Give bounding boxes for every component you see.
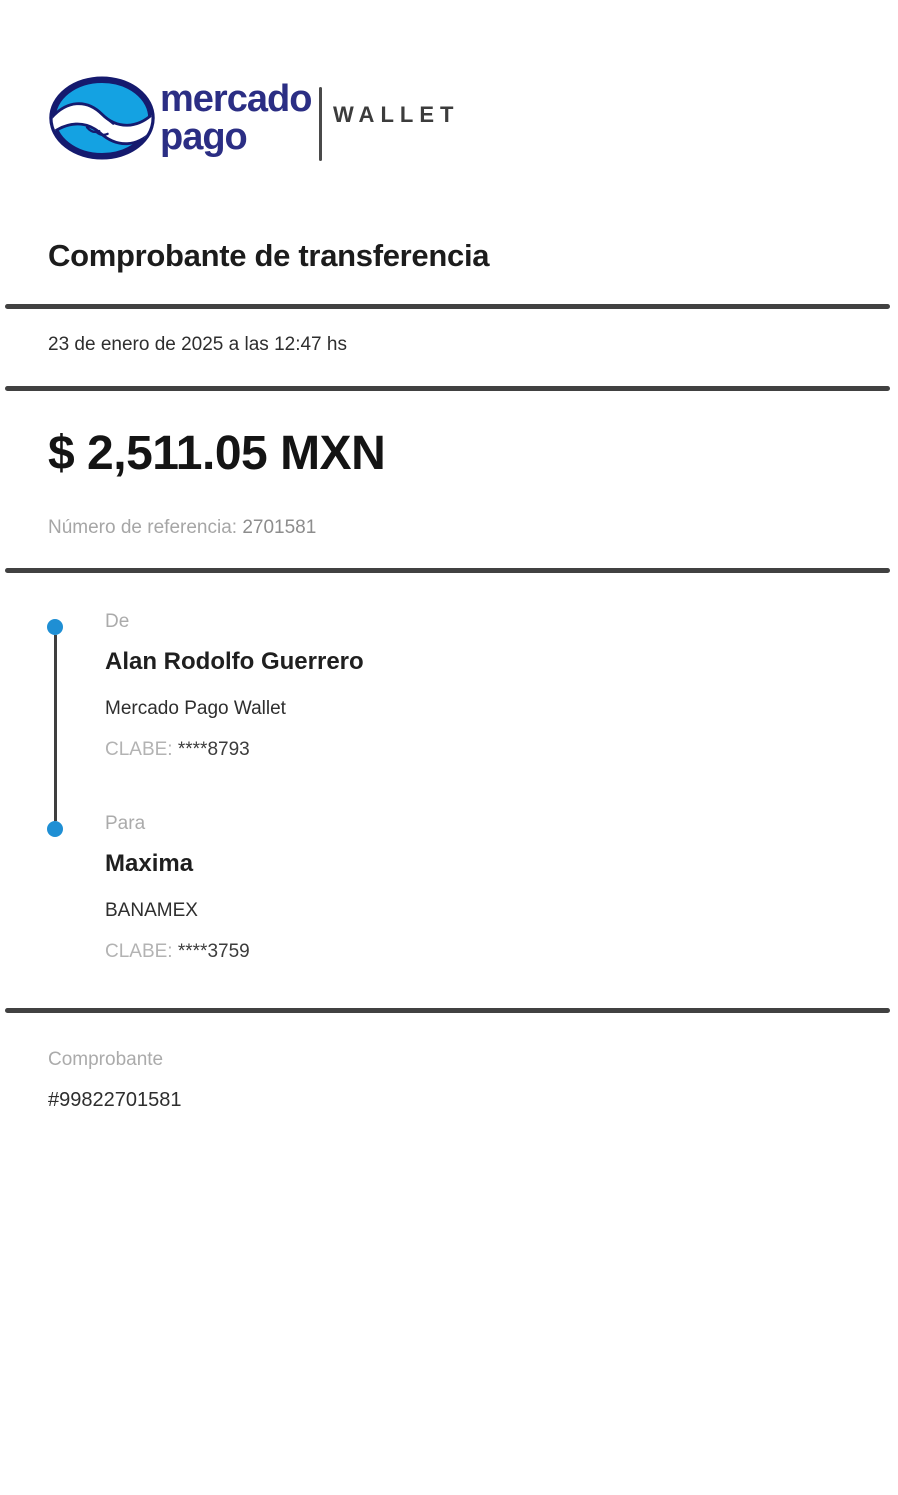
from-clabe: [105, 739, 250, 761]
from-label: De: [105, 611, 130, 632]
to-institution: BANAMEX: [105, 900, 198, 921]
clabe-value: ****3759: [177, 941, 250, 962]
divider: [5, 386, 890, 391]
clabe-label: CLABE:: [105, 941, 173, 962]
from-name: Alan Rodolfo Guerrero: [105, 648, 364, 675]
receipt-number: #99822701581: [48, 1089, 182, 1111]
transfer-amount: $ 2,511.05 MXN: [48, 427, 386, 480]
brand-wordmark: [160, 80, 311, 156]
handshake-icon: [46, 73, 158, 163]
brand-separator-line: [319, 87, 322, 161]
reference-label: Número de referencia:: [48, 517, 238, 538]
divider: [5, 304, 890, 309]
mercado-pago-logo: [46, 73, 158, 163]
to-dot-icon: [47, 821, 63, 837]
reference-value: 2701581: [242, 517, 317, 538]
to-name: Maxima: [105, 850, 194, 877]
from-dot-icon: [47, 619, 63, 635]
receipt-label: Comprobante: [48, 1049, 164, 1070]
divider: [5, 568, 890, 573]
to-label: Para: [105, 813, 146, 834]
timeline-connector: [54, 635, 57, 821]
brand-wordmark-line1: mercado: [160, 78, 312, 120]
clabe-value: ****8793: [177, 739, 250, 760]
transfer-date: 23 de enero de 2025 a las 12:47 hs: [48, 334, 347, 355]
brand-wordmark-line2: pago: [160, 116, 247, 158]
page-title: Comprobante de transferencia: [48, 238, 490, 273]
from-institution: Mercado Pago Wallet: [105, 698, 286, 719]
reference-line: [48, 517, 316, 539]
product-label: WALLET: [333, 102, 460, 127]
clabe-label: CLABE:: [105, 739, 173, 760]
to-clabe: [105, 941, 250, 963]
divider: [5, 1008, 890, 1013]
